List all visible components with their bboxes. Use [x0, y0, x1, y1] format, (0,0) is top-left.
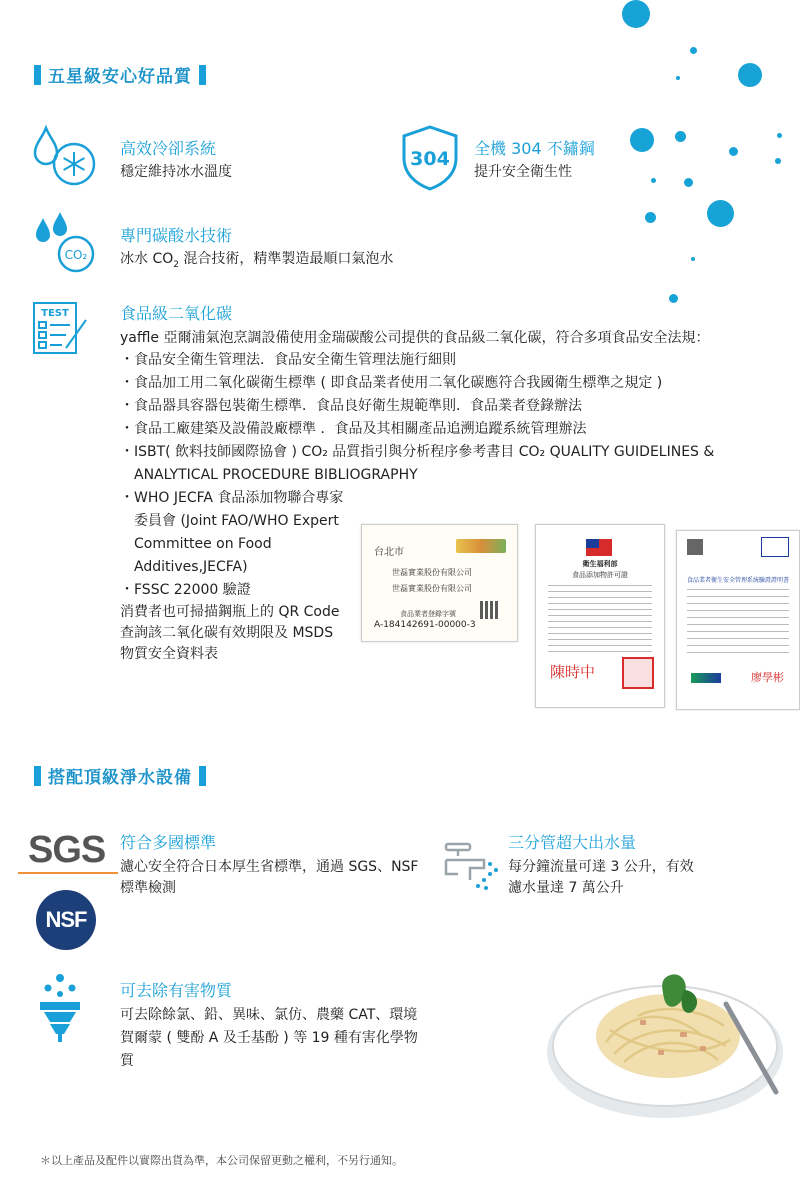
shield-304-icon — [398, 124, 462, 192]
feature-title-flow: 三分管超大出水量 — [508, 833, 637, 852]
bubble-dot — [729, 147, 738, 156]
bubble-dot — [651, 178, 656, 183]
bubble-dot — [690, 47, 697, 54]
co2-subscript: 2 — [173, 259, 179, 270]
certificate-report — [676, 530, 800, 710]
cert-body-lines — [548, 585, 652, 655]
cert-badge — [761, 537, 789, 557]
test-label: TEST — [41, 308, 69, 319]
list-item: ・FSSC 22000 驗證 — [120, 582, 251, 598]
svg-text:CO₂: CO₂ — [64, 248, 88, 262]
section-heading-quality — [34, 62, 206, 87]
qr-note: 消費者也可掃描鋼瓶上的 QR Code 查詢該二氧化碳有效期限及 MSDS 物質安全資料表 — [120, 604, 340, 662]
pasta-plate-image — [540, 950, 790, 1130]
feature-title-steel: 全機 304 不鏽鋼 — [474, 139, 595, 158]
section-title: 搭配頂級淨水設備 — [48, 768, 192, 788]
feature-desc-steel: 提升安全衛生性 — [474, 164, 572, 180]
cert-title: 食品業者衛生安全管理系統驗證證明書 — [686, 577, 789, 584]
bubble-dot — [738, 63, 762, 87]
nsf-logo-text: NSF — [45, 907, 87, 932]
feature-desc-cooling: 穩定維持冰水溫度 — [120, 164, 232, 180]
certificate-registration — [361, 524, 518, 642]
cert-reg-label: 食品業者登錄字號 — [400, 610, 456, 618]
bubble-dot — [707, 200, 734, 227]
cert-reg-number: A-184142691-00000-3 — [374, 620, 476, 630]
snowflake-drop-icon — [30, 124, 100, 188]
cert-signature: 廖學彬 — [751, 671, 784, 684]
list-item: ・食品工廠建築及設備設廠標準 ．食品及其相關產品追溯追蹤系統管理辦法 — [120, 421, 587, 437]
faucet-icon — [440, 840, 504, 896]
footnote: ＊以上產品及配件以實際出貨為準，本公司保留更動之權利，不另行通知。 — [40, 1154, 403, 1167]
sgs-logo — [28, 830, 112, 880]
sgs-underline — [18, 872, 118, 874]
test-checklist-icon — [30, 300, 92, 358]
cert-signature: 陳時中 — [550, 663, 596, 681]
water-filter-icon — [36, 972, 84, 1044]
heading-bar — [199, 65, 206, 85]
bubble-dot — [645, 212, 656, 223]
cert-title: 食品添加物許可證 — [572, 571, 628, 579]
feature-title-cooling: 高效冷卻系統 — [120, 139, 217, 158]
list-item: ・食品加工用二氧化碳衛生標準 ( 即食品業者使用二氧化碳應符合我國衛生標準之規定 ) — [120, 375, 663, 391]
desc-part: 冰水 CO — [120, 251, 174, 267]
list-item: ・食品器具容器包裝衛生標準．食品良好衛生規範準則．食品業者登錄辦法 — [120, 398, 582, 414]
bubble-dot — [777, 133, 782, 138]
cert-logo — [691, 673, 721, 683]
regulation-list — [120, 349, 760, 487]
cert-org: 衛生福利部 — [582, 560, 618, 568]
list-item: ・食品安全衛生管理法．食品安全衛生管理法施行細則 — [120, 352, 456, 368]
co2-drops-icon — [30, 210, 100, 274]
heading-bar — [199, 766, 206, 786]
bubble-dot — [675, 131, 686, 142]
bubble-dot — [775, 158, 781, 164]
cert-company: 世磊實業股份有限公司 — [392, 584, 472, 593]
feature-desc-standards: 濾心安全符合日本厚生省標準，通過 SGS、NSF 標準檢測 — [120, 859, 419, 896]
bubble-dot — [684, 178, 693, 187]
heading-bar — [34, 65, 41, 85]
certificate-permit — [535, 524, 665, 708]
bubble-dot — [669, 294, 678, 303]
cert-logo-strip — [456, 539, 506, 553]
sgs-logo-text: SGS — [28, 829, 106, 871]
feature-desc-carbonation — [120, 249, 393, 276]
feature-desc-removal: 可去除餘氯、鉛、異味、氯仿、農藥 CAT、環境賀爾蒙 ( 雙酚 A 及壬基酚 ) 等 19 種有害化學物質 — [120, 1007, 418, 1069]
bubble-dot — [676, 76, 680, 80]
feature-title-carbonation: 專門碳酸水技術 — [120, 226, 233, 245]
regulation-list-narrow — [120, 487, 345, 602]
list-item: ・ISBT( 飲料技師國際協會 ) CO₂ 品質指引與分析程序參考書目 CO₂ QUALITY GUIDELINES & ANALYTICAL PROCEDURE BIBLIOGRAPHY — [120, 444, 715, 483]
desc-part: 混合技術，精準製造最順口氣泡水 — [178, 251, 394, 267]
bubble-dot — [691, 257, 695, 261]
feature-title-removal: 可去除有害物質 — [120, 981, 233, 1000]
feature-title-food-co2: 食品級二氧化碳 — [120, 304, 233, 323]
bubble-dot — [622, 0, 650, 28]
feature-desc-flow: 每分鐘流量可達 3 公升，有效濾水量達 7 萬公升 — [508, 859, 694, 896]
shield-badge: 304 — [410, 148, 450, 170]
cert-company: 世磊實業股份有限公司 — [392, 568, 472, 577]
feature-title-standards: 符合多國標準 — [120, 833, 217, 852]
nsf-logo — [36, 890, 96, 950]
section-title: 五星級安心好品質 — [48, 67, 192, 87]
list-item: ・WHO JECFA 食品添加物聯合專家委員會 (Joint FAO/WHO Expert Committee on Food Additives,JECFA) — [120, 490, 344, 575]
flag-icon — [586, 539, 612, 556]
cert-body-lines — [687, 589, 789, 659]
heading-bar — [34, 766, 41, 786]
qr-code — [480, 601, 498, 619]
bubble-dot — [630, 128, 654, 152]
feature-intro-food-co2: yaffle 亞爾浦氣泡烹調設備使用金瑞碳酸公司提供的食品級二氧化碳，符合多項食品安全法規： — [120, 330, 710, 346]
cert-seal — [622, 657, 654, 689]
section-heading-water — [34, 763, 206, 788]
cert-city: 台北市 — [374, 547, 404, 558]
qr-code — [687, 539, 703, 555]
